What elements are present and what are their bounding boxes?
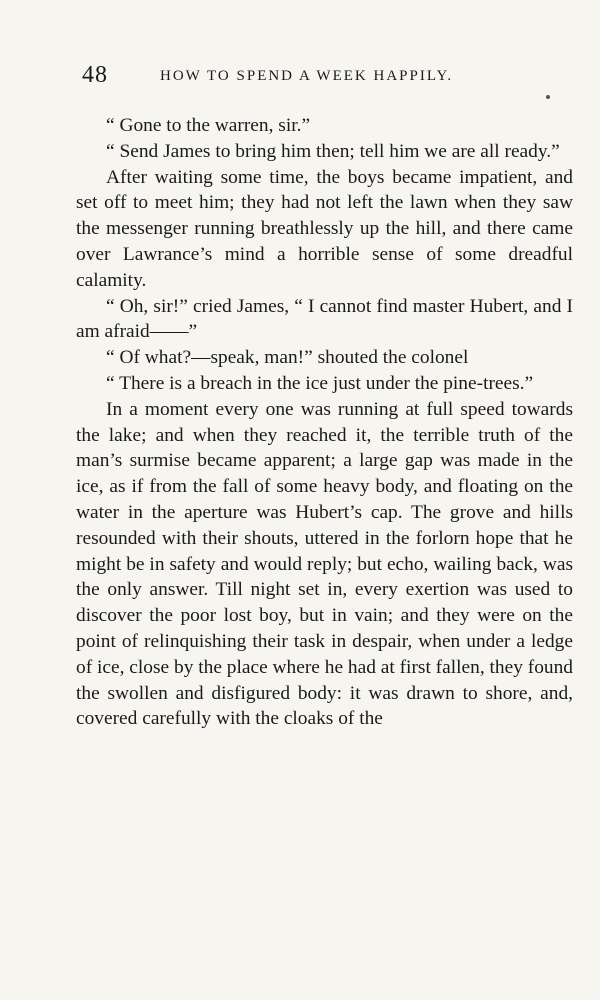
body-text <box>76 113 573 732</box>
paragraph: “ Oh, sir!” cried James, “ I cannot find master Hubert, and I am afraid——” <box>76 295 573 343</box>
ink-speck <box>546 95 550 99</box>
page-header <box>82 62 552 92</box>
running-title: HOW TO SPEND A WEEK HAPPILY. <box>160 68 454 84</box>
paragraph: “ Gone to the warren, sir.” <box>106 115 311 136</box>
paragraph: “ There is a breach in the ice just under the pine-trees.” <box>106 372 534 394</box>
paragraph: After waiting some time, the boys became impatient, and set off to meet him; they had not left the lawn when they saw the messenger running breathlessly up the hill, and there came over Lawrance’s mind a horrible sense of some dreadful calamity. <box>76 166 573 291</box>
paragraph: In a moment every one was running at full speed towards the lake; and when they reached it, the terrible truth of the man’s surmise became apparent; a large gap was made in the ice, as if from the fall of some heavy body, and floating on the water in the aperture was Hubert’s cap. The grove and hills resounded with their shouts, uttered in the forlorn hope that he might be in safety and would reply; but echo, wailing back, was the only answer. Till night set in, every exertion was used to discover the poor lost boy, but in vain; and they were on the point of relinquishing their task in despair, when under a ledge of ice, close by the place where he had at first fallen, they found the swollen and disfigured body: it was drawn to shore, and, covered carefully with the cloaks of the <box>76 398 573 730</box>
paragraph: “ Send James to bring him then; tell him we are all ready.” <box>106 140 560 162</box>
page-number: 48 <box>82 62 108 88</box>
paragraph: “ Of what?—speak, man!” shouted the colonel <box>106 347 469 369</box>
